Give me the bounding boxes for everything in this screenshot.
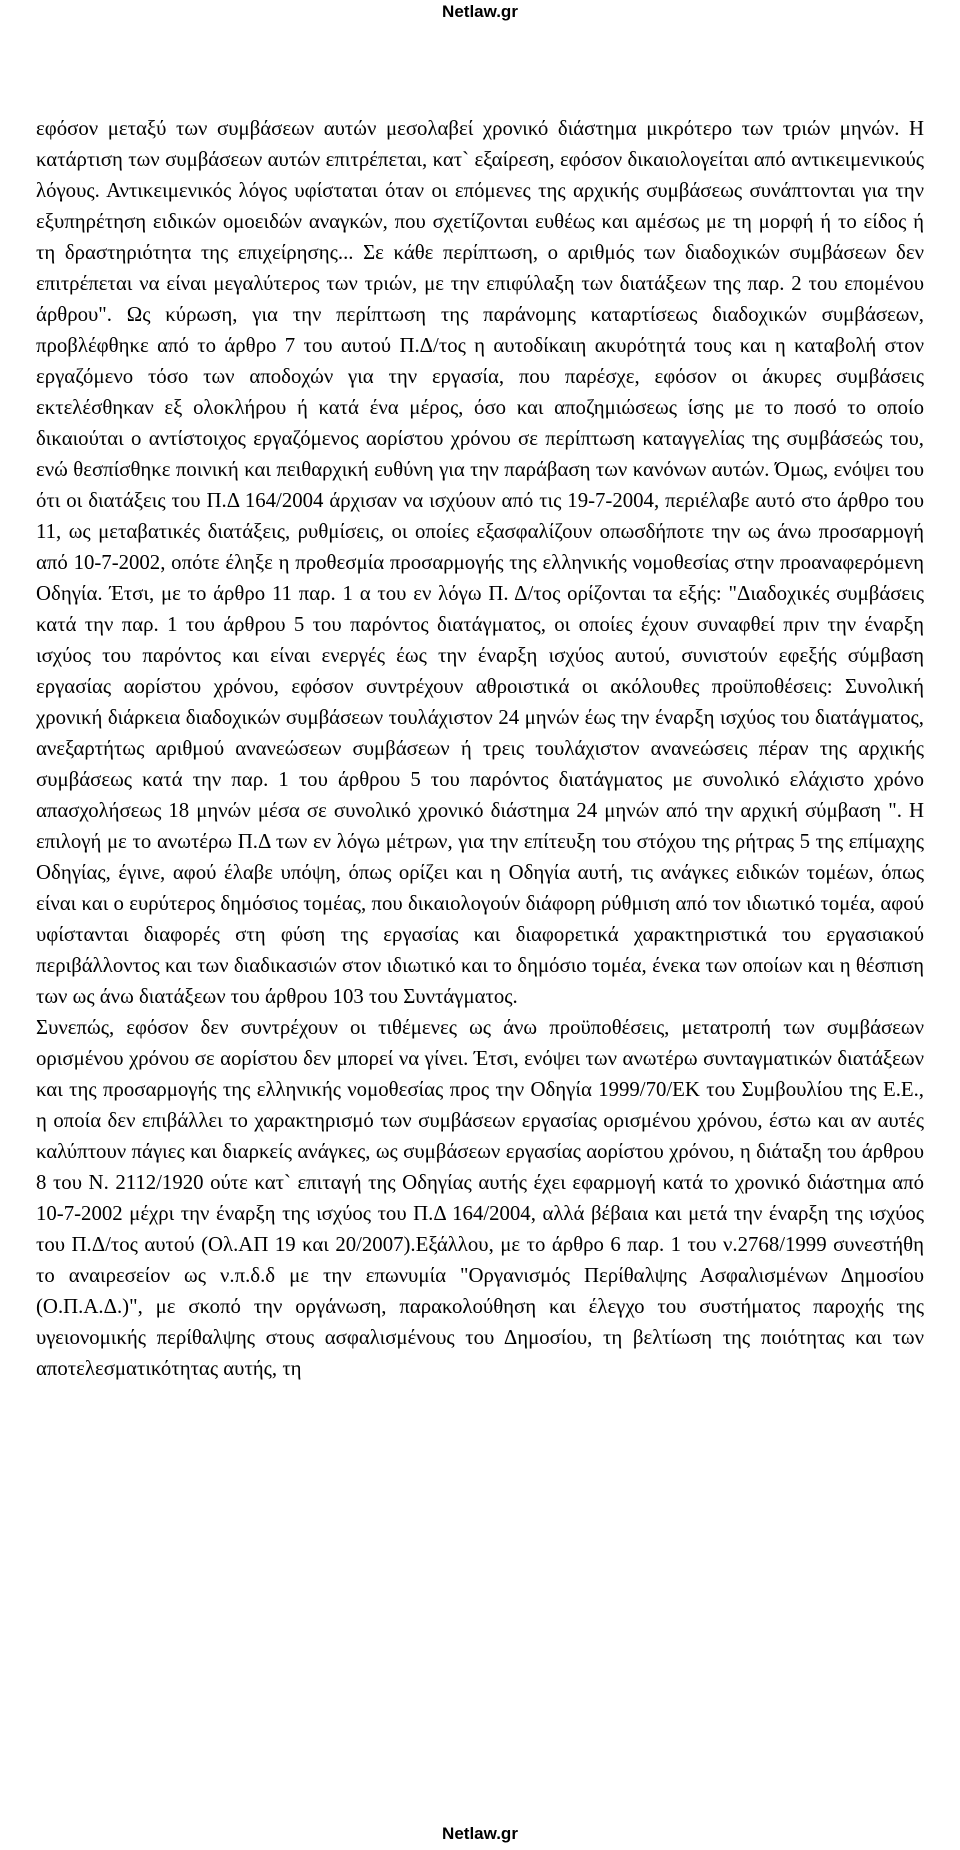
paragraph-1: εφόσον μεταξύ των συμβάσεων αυτών μεσολαβεί χρονικό διάστημα μικρότερο των τριών μηνών. Η κατάρτιση των συμβάσεων αυτών επιτρέπεται, κατ` εξαίρεση, εφόσον δικαιολογείται από αντικειμενικούς λόγους. Αντικειμενικός λόγος υφίσταται όταν οι επόμενες της αρχικής συμβάσεως συνάπτονται για την εξυπηρέτηση ειδικών ομοειδών αναγκών, που σχετίζονται ευθέως και αμέσως με τη μορφή ή το είδος ή τη δραστηριότητα της επιχείρησης... Σε κάθε περίπτωση, ο αριθμός των διαδοχικών συμβάσεων δεν επιτρέπεται να είναι μεγαλύτερος των τριών, με την επιφύλαξη των διατάξεων της παρ. 2 του επομένου άρθρου". Ως κύρωση, για την περίπτωση της παράνομης καταρτίσεως διαδοχικών συμβάσεων, προβλέφθηκε από το άρθρο 7 του αυτού Π.Δ/τος η αυτοδίκαιη ακυρότητά τους και η καταβολή στον εργαζόμενο τόσο των αποδοχών για την εργασία, που παρέσχε, εφόσον οι άκυρες συμβάσεις εκτελέσθηκαν εξ ολοκλήρου ή κατά ένα μέρος, όσο και αποζημιώσεως ίσης με το ποσό το οποίο δικαιούται ο αντίστοιχος εργαζόμενος αορίστου χρόνου σε περίπτωση καταγγελίας της συμβάσεώς του, ενώ θεσπίσθηκε ποινική και πειθαρχική ευθύνη για την παράβαση των κανόνων αυτών. Όμως, ενόψει του ότι οι διατάξεις του Π.Δ 164/2004 άρχισαν να ισχύουν από τις 19-7-2004, περιέλαβε αυτό στο άρθρο του 11, ως μεταβατικές διατάξεις, ρυθμίσεις, οι οποίες εξασφαλίζουν οπωσδήποτε την ως άνω προσαρμογή από 10-7-2002, οπότε έληξε η προθεσμία προσαρμογής της ελληνικής νομοθεσίας στην προαναφερόμενη Οδηγία. Έτσι, με το άρθρο 11 παρ. 1 α του εν λόγω Π. Δ/τος ορίζονται τα εξής: "Διαδοχικές συμβάσεις κατά την παρ. 1 του άρθρου 5 του παρόντος διατάγματος, οι οποίες έχουν συναφθεί πριν την έναρξη ισχύος του παρόντος και είναι ενεργές έως την έναρξη ισχύος αυτού, συνιστούν εφεξής σύμβαση εργασίας αορίστου χρόνου, εφόσον συντρέχουν αθροιστικά οι ακόλουθες προϋποθέσεις: Συνολική χρονική διάρκεια διαδοχικών συμβάσεων τουλάχιστον 24 μηνών έως την έναρξη ισχύος του διατάγματος, ανεξαρτήτως αριθμού ανανεώσεων συμβάσεων ή τρεις τουλάχιστον ανανεώσεις πέραν της αρχικής συμβάσεως κατά την παρ. 1 του άρθρου 5 του παρόντος διατάγματος με συνολικό ελάχιστο χρόνο απασχολήσεως 18 μηνών μέσα σε συνολικό χρονικό διάστημα 24 μηνών από την αρχική σύμβαση ". Η επιλογή με το ανωτέρω Π.Δ των εν λόγω μέτρων, για την επίτευξη του στόχου της ρήτρας 5 της επίμαχης Οδηγίας, έγινε, αφού έλαβε υπόψη, όπως ορίζει και η Οδηγία αυτή, τις ανάγκες ειδικών τομέων, όπως είναι και ο ευρύτερος δημόσιος τομέας, που δικαιολογούν διάφορη ρύθμιση από τον ιδιωτικό τομέα, αφού υφίστανται διαφορές στη φύση της εργασίας και διαφορετικά χαρακτηριστικά του εργασιακού περιβάλλοντος και των διαδικασιών στον ιδιωτικό και το δημόσιο τομέα, ένεκα των οποίων και η θέσπιση των ως άνω διατάξεων του άρθρου 103 του Συντάγματος. xyxy=(36,117,924,1008)
header-site-name: Netlaw.gr xyxy=(442,2,518,21)
document-body xyxy=(36,113,924,1384)
footer-site-name: Netlaw.gr xyxy=(442,1824,518,1843)
paragraph-2: Συνεπώς, εφόσον δεν συντρέχουν οι τιθέμενες ως άνω προϋποθέσεις, μετατροπή των συμβάσεων ορισμένου χρόνου σε αορίστου δεν μπορεί να γίνει. Έτσι, ενόψει των ανωτέρω συνταγματικών διατάξεων και της προσαρμογής της ελληνικής νομοθεσίας προς την Οδηγία 1999/70/ΕΚ του Συμβουλίου της Ε.Ε., η οποία δεν επιβάλλει το χαρακτηρισμό των συμβάσεων εργασίας ορισμένου χρόνου, έστω και αν αυτές καλύπτουν πάγιες και διαρκείς ανάγκες, ως συμβάσεων εργασίας αορίστου χρόνου, η διάταξη του άρθρου 8 του Ν. 2112/1920 ούτε κατ` επιταγή της Οδηγίας αυτής έχει εφαρμογή κατά το χρονικό διάστημα από 10-7-2002 μέχρι την έναρξη της ισχύος του Π.Δ 164/2004, αλλά βέβαια και μετά την έναρξη της ισχύος του Π.Δ/τος αυτού (Ολ.ΑΠ 19 και 20/2007).Εξάλλου, με το άρθρο 6 παρ. 1 του ν.2768/1999 συνεστήθη το αναιρεσείον ως ν.π.δ.δ με την επωνυμία "Οργανισμός Περίθαλψης Ασφαλισμένων Δημοσίου (Ο.Π.Α.Δ.)", με σκοπό την οργάνωση, παρακολούθηση και έλεγχο του συστήματος παροχής της υγειονομικής περίθαλψης στους ασφαλισμένους του Δημοσίου, τη βελτίωση της ποιότητας και των αποτελεσματικότητας αυτής, τη xyxy=(36,1016,924,1380)
